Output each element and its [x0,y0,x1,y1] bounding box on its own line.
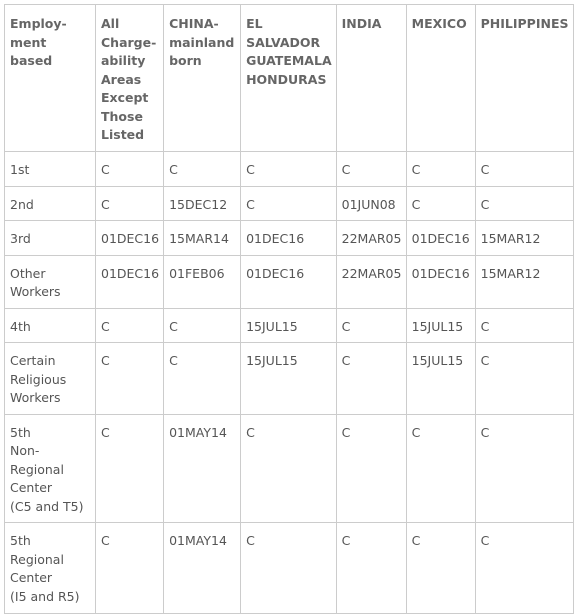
header-india: INDIA [336,5,406,152]
table-cell: C [475,523,573,614]
table-cell: C [475,414,573,523]
table-cell: C [96,343,164,415]
table-cell: C [406,152,475,187]
table-cell: 01DEC16 [406,255,475,308]
table-cell: C [241,523,337,614]
table-cell: C [96,152,164,187]
row-label: 5th Regional Center (I5 and R5) [5,523,96,614]
table-row [5,186,574,221]
row-label: 4th [5,308,96,343]
row-label: Other Workers [5,255,96,308]
row-label: 3rd [5,221,96,256]
table-row [5,414,574,523]
table-cell: C [96,523,164,614]
table-row [5,523,574,614]
row-label: 5th Non-Regional Center (C5 and T5) [5,414,96,523]
table-row [5,152,574,187]
table-cell: 01DEC16 [406,221,475,256]
table-cell: 01JUN08 [336,186,406,221]
table-cell: 15JUL15 [241,308,337,343]
header-row [5,5,574,152]
table-row [5,255,574,308]
table-cell: 15MAR12 [475,255,573,308]
table-cell: C [475,186,573,221]
table-cell: C [241,414,337,523]
header-employment-based: Employ- ment based [5,5,96,152]
table-cell: C [475,308,573,343]
table-cell: C [336,343,406,415]
table-cell: C [336,152,406,187]
table-cell: C [241,186,337,221]
table-cell: 15JUL15 [406,343,475,415]
table-cell: C [336,523,406,614]
table-cell: 01MAY14 [164,414,241,523]
table-cell: 22MAR05 [336,255,406,308]
table-cell: 15DEC12 [164,186,241,221]
visa-bulletin-table [4,4,574,614]
header-china: CHINA- mainland born [164,5,241,152]
table-cell: C [406,414,475,523]
header-philippines: PHILIPPINES [475,5,573,152]
table-cell: C [164,343,241,415]
visa-bulletin-table-container [4,4,574,614]
table-cell: C [475,152,573,187]
table-cell: C [164,152,241,187]
table-cell: 01DEC16 [241,255,337,308]
table-cell: C [336,414,406,523]
table-cell: C [406,523,475,614]
table-cell: C [475,343,573,415]
header-mexico: MEXICO [406,5,475,152]
table-cell: 15MAR12 [475,221,573,256]
table-cell: 01MAY14 [164,523,241,614]
table-row [5,308,574,343]
row-label: Certain Religious Workers [5,343,96,415]
table-cell: 01DEC16 [241,221,337,256]
table-cell: C [96,186,164,221]
table-cell: 15JUL15 [241,343,337,415]
table-cell: 01DEC16 [96,221,164,256]
table-row [5,343,574,415]
table-cell: C [406,186,475,221]
table-cell: C [164,308,241,343]
row-label: 2nd [5,186,96,221]
header-central-america: EL SALVADOR GUATEMALA HONDURAS [241,5,337,152]
table-cell: 15JUL15 [406,308,475,343]
table-cell: C [241,152,337,187]
header-all-chargeability: All Charge- ability Areas Except Those Listed [96,5,164,152]
table-cell: C [96,308,164,343]
row-label: 1st [5,152,96,187]
table-cell: C [336,308,406,343]
table-cell: 01DEC16 [96,255,164,308]
table-cell: 22MAR05 [336,221,406,256]
table-cell: C [96,414,164,523]
table-cell: 15MAR14 [164,221,241,256]
table-row [5,221,574,256]
table-cell: 01FEB06 [164,255,241,308]
